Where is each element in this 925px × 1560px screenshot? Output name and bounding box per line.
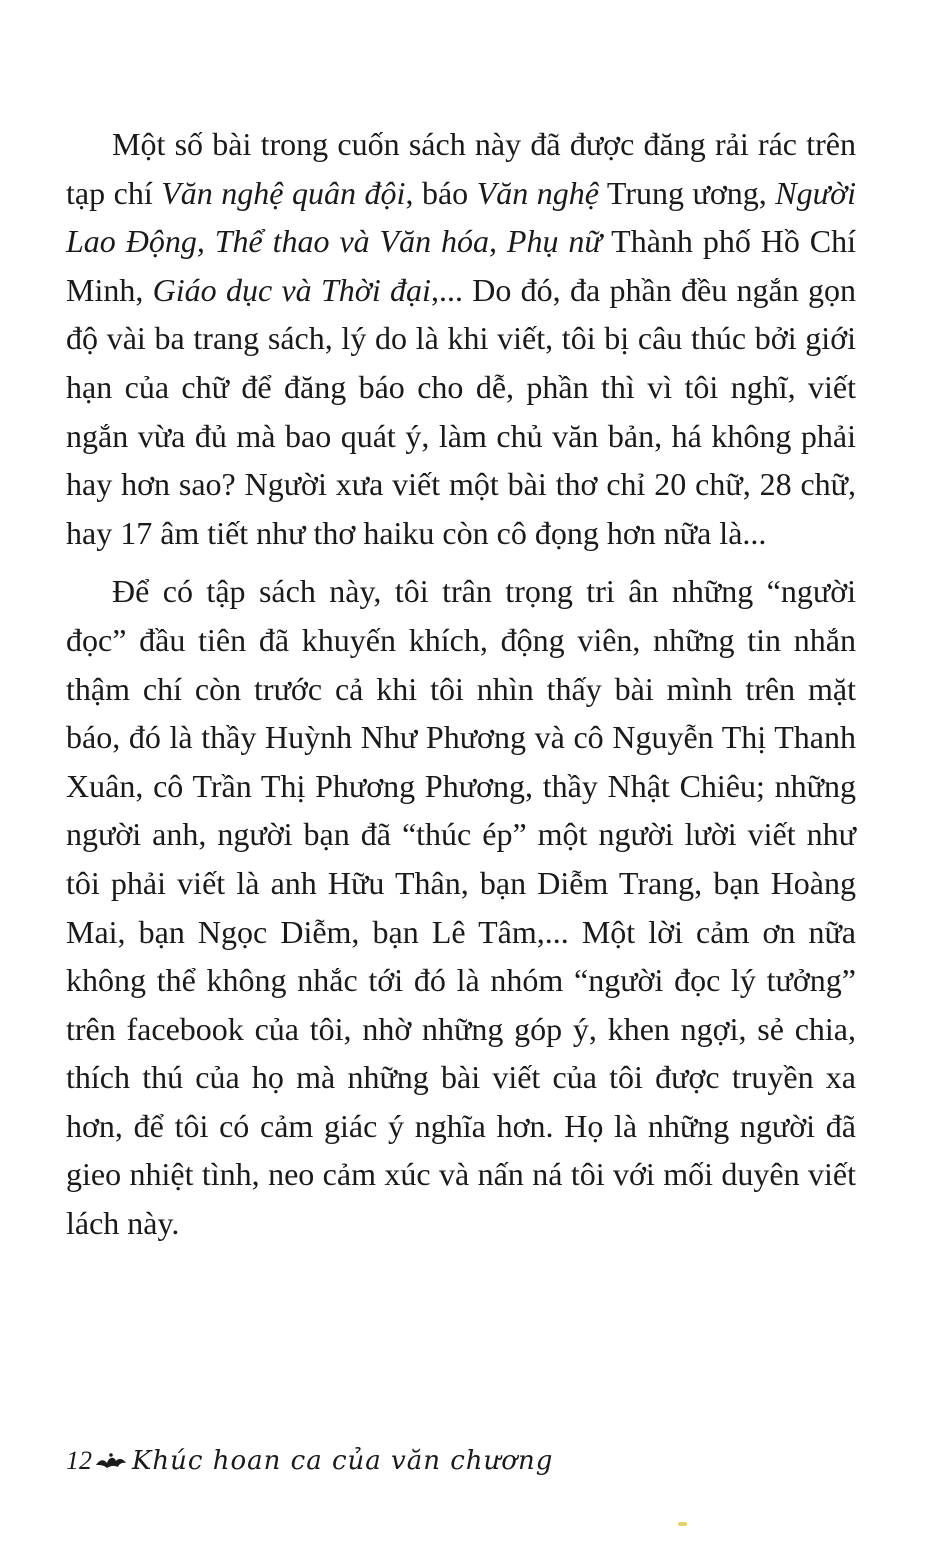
paper-speck	[678, 1522, 687, 1526]
publication-title: Giáo dục và Thời đại	[152, 271, 431, 308]
running-title: Khúc hoan ca của văn chương	[132, 1445, 554, 1476]
text-segment: Trung ương,	[598, 174, 776, 211]
publication-title: Văn nghệ quân đội	[161, 174, 406, 211]
text-segment: , báo	[405, 174, 477, 211]
publication-title: Văn nghệ	[476, 174, 599, 211]
body-text	[66, 120, 856, 1258]
paragraph-1	[66, 120, 856, 557]
page-number: 12	[66, 1446, 92, 1475]
publication-title: Người Lao Động, Thể thao và Văn hóa, Phụ nữ	[66, 174, 857, 260]
text-segment: Thành phố Hồ Chí Minh,	[66, 223, 857, 308]
text-segment: Để có tập sách này, tôi trân trọng tri ân những “người đọc” đầu tiên đã khuyến khích, động viên, những tin nhắn thậm chí còn trước cả khi tôi nhìn thấy bài mình trên mặt báo, đó là thầy Huỳnh Như Phương và cô Nguyễn Thị Thanh Xuân, cô Trần Thị Phương Phương, thầy Nhật Chiêu; những người anh, người bạn đã “thúc ép” một người lười viết như tôi phải viết là anh Hữu Thân, bạn Diễm Trang, bạn Hoàng Mai, bạn Ngọc Diễm, bạn Lê Tâm,... Một lời cảm ơn nữa không thể không nhắc tới đó là nhóm “người đọc lý tưởng” trên facebook của tôi, nhờ những góp ý, khen ngợi, sẻ chia, thích thú của họ mà những bài viết của tôi được truyền xa hơn, để tôi có cảm giác ý nghĩa hơn. Họ là những người đã gieo nhiệt tình, neo cảm xúc và nấn ná tôi với mối duyên viết lách này.	[66, 573, 856, 1242]
text-segment: ,... Do đó, đa phần đều ngắn gọn độ vài ba trang sách, lý do là khi viết, tôi bị câu thúc bởi giới hạn của chữ để đăng báo cho dễ, phần thì vì tôi nghĩ, viết ngắn vừa đủ mà bao quát ý, làm chủ văn bản, há không phải hay hơn sao? Người xưa viết một bài thơ chỉ 20 chữ, 28 chữ, hay 17 âm tiết như thơ haiku còn cô đọng hơn nữa là...	[66, 271, 857, 551]
text-segment: Một số bài trong cuốn sách này đã được đăng rải rác trên tạp chí	[66, 126, 856, 211]
page-footer	[66, 1436, 553, 1486]
fleuron-icon	[94, 1450, 128, 1472]
paragraph-2	[66, 567, 856, 1247]
